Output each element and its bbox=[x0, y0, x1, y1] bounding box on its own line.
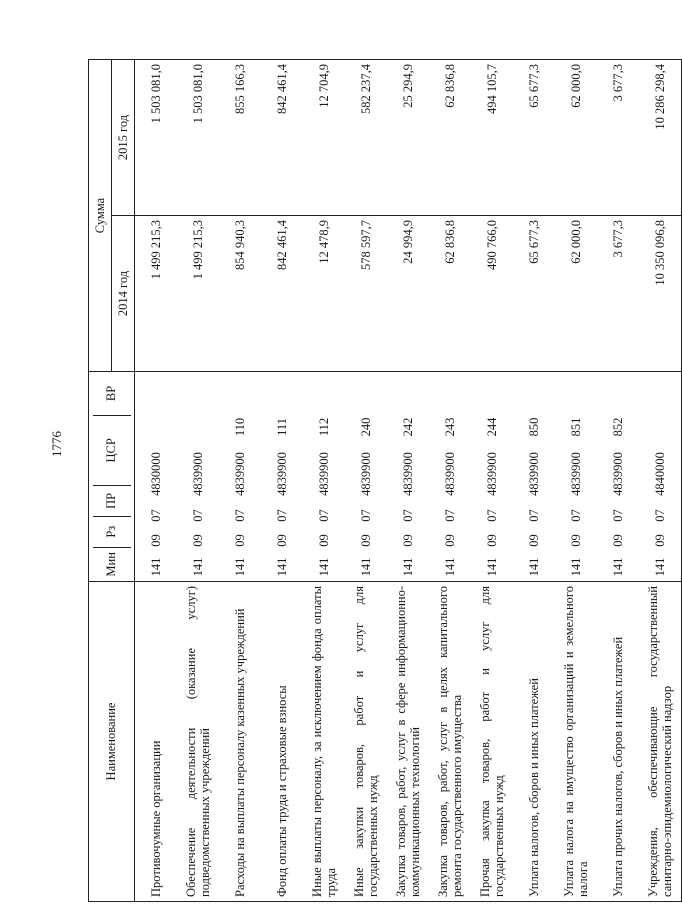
row-rz: 09 bbox=[610, 534, 625, 547]
row-min: 141 bbox=[232, 557, 247, 577]
row-sum-2014: 490 766,0 bbox=[471, 216, 513, 372]
row-sum-2014: 854 940,3 bbox=[219, 216, 261, 372]
table-header bbox=[89, 60, 135, 902]
row-name: Иные закупки товаров, работ и услуг для государственных нужд bbox=[345, 582, 387, 902]
row-vr: 244 bbox=[484, 417, 499, 437]
table-row bbox=[471, 60, 513, 902]
row-name: Закупка товаров, работ, услуг в сфере информационно-коммуникационных технологий bbox=[387, 582, 429, 902]
table-row bbox=[639, 60, 682, 902]
row-sum-2015: 12 704,9 bbox=[303, 60, 345, 216]
header-2015: 2015 год bbox=[112, 60, 135, 216]
row-min: 141 bbox=[442, 557, 457, 577]
row-pr: 07 bbox=[148, 509, 163, 522]
row-vr: 112 bbox=[316, 417, 331, 437]
row-min: 141 bbox=[274, 557, 289, 577]
row-rz: 09 bbox=[190, 534, 205, 547]
row-vr: 852 bbox=[610, 417, 625, 437]
row-name: Уплата налога на имущество организаций и земельного налога bbox=[555, 582, 597, 902]
table-row bbox=[555, 60, 597, 902]
row-csr: 4839900 bbox=[568, 452, 583, 496]
header-csr: ЦСР bbox=[93, 415, 131, 485]
row-name: Иные выплаты персоналу, за исключением фонда оплаты труда bbox=[303, 582, 345, 902]
row-sum-2014: 1 499 215,3 bbox=[135, 216, 178, 372]
row-vr: 111 bbox=[274, 418, 289, 436]
row-vr: 242 bbox=[400, 417, 415, 437]
row-sum-2015: 3 677,3 bbox=[597, 60, 639, 216]
table-row bbox=[219, 60, 261, 902]
row-rz: 09 bbox=[442, 534, 457, 547]
row-rz: 09 bbox=[358, 534, 373, 547]
row-codes bbox=[471, 372, 513, 582]
row-name: Обеспечение деятельности (оказание услуг) подведомственных учреждений bbox=[177, 582, 219, 902]
row-sum-2015: 494 105,7 bbox=[471, 60, 513, 216]
header-sum: Сумма bbox=[89, 60, 112, 372]
row-pr: 07 bbox=[484, 509, 499, 522]
row-name: Фонд оплаты труда и страховые взносы bbox=[261, 582, 303, 902]
table-row bbox=[513, 60, 555, 902]
table-row bbox=[429, 60, 471, 902]
row-rz: 09 bbox=[652, 534, 667, 547]
row-pr: 07 bbox=[190, 509, 205, 522]
row-pr: 07 bbox=[358, 509, 373, 522]
header-name: Наименование bbox=[89, 582, 135, 902]
table-row bbox=[387, 60, 429, 902]
row-vr: 851 bbox=[568, 417, 583, 437]
header-2014: 2014 год bbox=[112, 216, 135, 372]
row-csr: 4839900 bbox=[610, 452, 625, 496]
row-vr: 850 bbox=[526, 417, 541, 437]
header-pr: ПР bbox=[93, 485, 131, 516]
row-codes bbox=[303, 372, 345, 582]
row-sum-2015: 1 503 081,0 bbox=[177, 60, 219, 216]
table-row bbox=[135, 60, 178, 902]
row-codes bbox=[219, 372, 261, 582]
row-pr: 07 bbox=[610, 509, 625, 522]
row-pr: 07 bbox=[652, 509, 667, 522]
row-min: 141 bbox=[652, 557, 667, 577]
row-sum-2014: 1 499 215,3 bbox=[177, 216, 219, 372]
row-csr: 4839900 bbox=[442, 452, 457, 496]
row-codes bbox=[639, 372, 682, 582]
row-csr: 4839900 bbox=[316, 452, 331, 496]
row-pr: 07 bbox=[526, 509, 541, 522]
row-codes bbox=[555, 372, 597, 582]
row-pr: 07 bbox=[442, 509, 457, 522]
row-sum-2015: 1 503 081,0 bbox=[135, 60, 178, 216]
row-sum-2015: 62 000,0 bbox=[555, 60, 597, 216]
budget-table bbox=[88, 59, 682, 902]
row-name: Уплата налогов, сборов и иных платежей bbox=[513, 582, 555, 902]
header-rz: Рз bbox=[93, 516, 131, 547]
row-csr: 4840000 bbox=[652, 452, 667, 496]
row-pr: 07 bbox=[568, 509, 583, 522]
row-sum-2015: 582 237,4 bbox=[345, 60, 387, 216]
row-min: 141 bbox=[190, 557, 205, 577]
row-sum-2014: 578 597,7 bbox=[345, 216, 387, 372]
header-vr: ВР bbox=[104, 385, 118, 402]
row-min: 141 bbox=[568, 557, 583, 577]
rotated-page-content bbox=[88, 60, 674, 902]
row-sum-2014: 65 677,3 bbox=[513, 216, 555, 372]
row-csr: 4839900 bbox=[190, 452, 205, 496]
row-min: 141 bbox=[400, 557, 415, 577]
row-rz: 09 bbox=[232, 534, 247, 547]
row-csr: 4839900 bbox=[526, 452, 541, 496]
row-csr: 4839900 bbox=[484, 452, 499, 496]
row-min: 141 bbox=[316, 557, 331, 577]
row-pr: 07 bbox=[274, 509, 289, 522]
row-sum-2015: 65 677,3 bbox=[513, 60, 555, 216]
row-name: Противочумные организации bbox=[135, 582, 178, 902]
row-sum-2015: 855 166,3 bbox=[219, 60, 261, 216]
header-codes bbox=[89, 372, 135, 582]
row-csr: 4830000 bbox=[148, 452, 163, 496]
row-sum-2014: 12 478,9 bbox=[303, 216, 345, 372]
row-codes bbox=[513, 372, 555, 582]
row-name: Расходы на выплаты персоналу казенных учреждений bbox=[219, 582, 261, 902]
table-row bbox=[177, 60, 219, 902]
row-name: Уплата прочих налогов, сборов и иных платежей bbox=[597, 582, 639, 902]
row-sum-2015: 842 461,4 bbox=[261, 60, 303, 216]
row-sum-2014: 62 000,0 bbox=[555, 216, 597, 372]
table-row bbox=[345, 60, 387, 902]
row-sum-2014: 10 350 096,8 bbox=[639, 216, 682, 372]
row-min: 141 bbox=[358, 557, 373, 577]
row-min: 141 bbox=[526, 557, 541, 577]
row-sum-2014: 24 994,9 bbox=[387, 216, 429, 372]
table-row bbox=[597, 60, 639, 902]
row-codes bbox=[135, 372, 178, 582]
row-sum-2015: 62 836,8 bbox=[429, 60, 471, 216]
row-codes bbox=[597, 372, 639, 582]
row-vr: 110 bbox=[232, 417, 247, 437]
row-sum-2014: 3 677,3 bbox=[597, 216, 639, 372]
row-name: Прочая закупка товаров, работ и услуг для государственных нужд bbox=[471, 582, 513, 902]
row-rz: 09 bbox=[568, 534, 583, 547]
row-pr: 07 bbox=[316, 509, 331, 522]
row-codes bbox=[387, 372, 429, 582]
row-rz: 09 bbox=[148, 534, 163, 547]
row-csr: 4839900 bbox=[232, 452, 247, 496]
row-codes bbox=[345, 372, 387, 582]
row-rz: 09 bbox=[400, 534, 415, 547]
row-rz: 09 bbox=[274, 534, 289, 547]
row-sum-2014: 842 461,4 bbox=[261, 216, 303, 372]
row-min: 141 bbox=[484, 557, 499, 577]
table-row bbox=[261, 60, 303, 902]
row-rz: 09 bbox=[316, 534, 331, 547]
row-codes bbox=[261, 372, 303, 582]
row-rz: 09 bbox=[484, 534, 499, 547]
row-pr: 07 bbox=[400, 509, 415, 522]
row-min: 141 bbox=[148, 557, 163, 577]
row-codes bbox=[429, 372, 471, 582]
row-csr: 4839900 bbox=[400, 452, 415, 496]
table-row bbox=[303, 60, 345, 902]
row-name: Закупка товаров, работ, услуг в целях капитального ремонта государственного имущества bbox=[429, 582, 471, 902]
row-vr: 243 bbox=[442, 417, 457, 437]
row-pr: 07 bbox=[232, 509, 247, 522]
row-min: 141 bbox=[610, 557, 625, 577]
row-sum-2015: 25 294,9 bbox=[387, 60, 429, 216]
page-number: 1776 bbox=[49, 431, 64, 457]
row-codes bbox=[177, 372, 219, 582]
row-name: Учреждения, обеспечивающие государственный санитарно-эпидемиологический надзор bbox=[639, 582, 682, 902]
row-sum-2014: 62 836,8 bbox=[429, 216, 471, 372]
row-rz: 09 bbox=[526, 534, 541, 547]
row-vr: 240 bbox=[358, 417, 373, 437]
row-sum-2015: 10 286 298,4 bbox=[639, 60, 682, 216]
header-min: Мин bbox=[93, 547, 131, 581]
row-csr: 4839900 bbox=[358, 452, 373, 496]
table-body bbox=[135, 60, 682, 902]
row-csr: 4839900 bbox=[274, 452, 289, 496]
